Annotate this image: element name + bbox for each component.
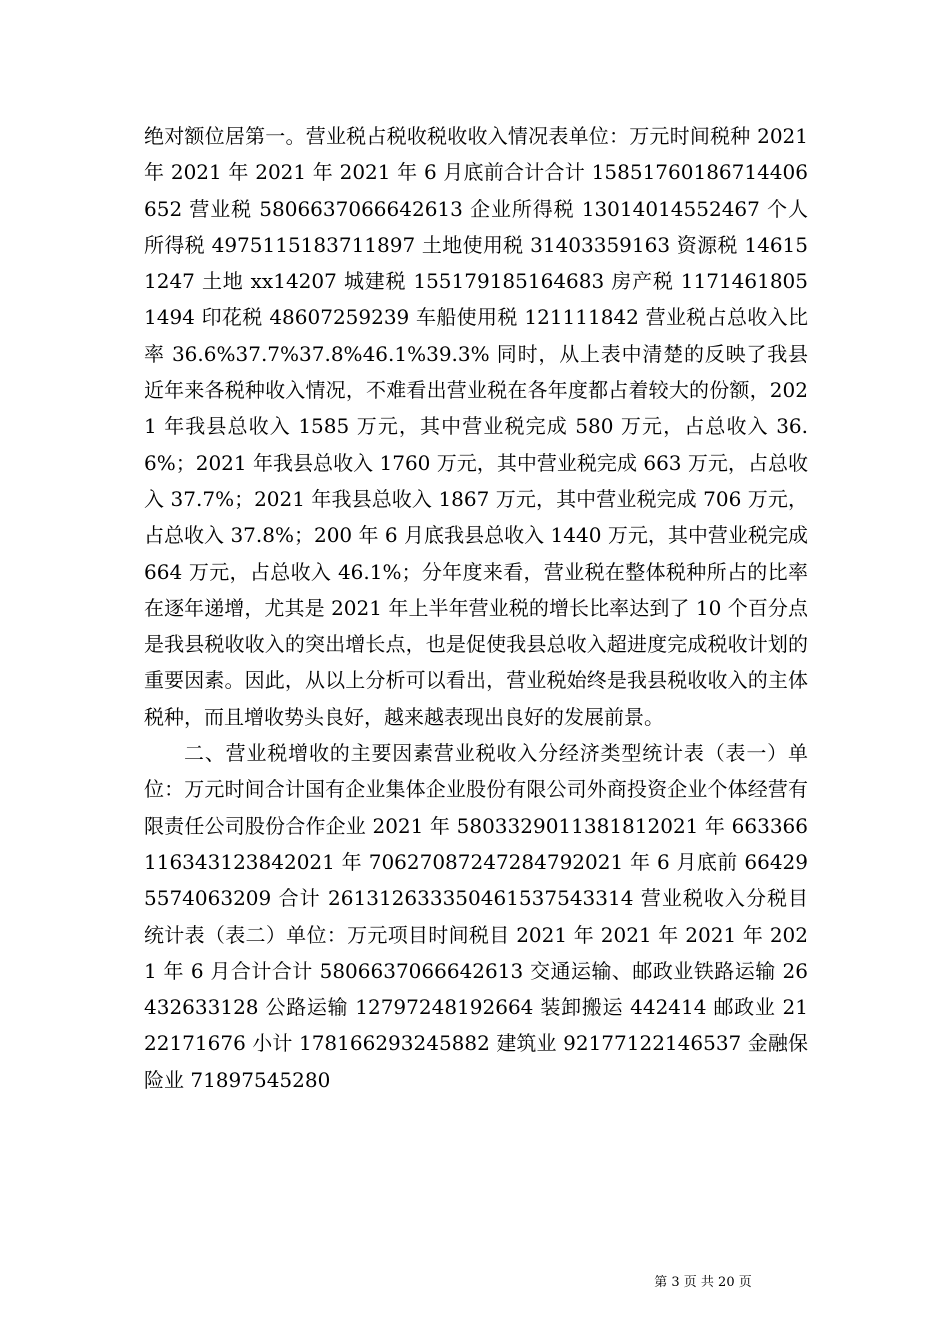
page-footer	[228, 1275, 950, 1291]
document-body	[144, 118, 808, 1098]
page-number-label: 第 3 页 共 20 页	[654, 1275, 752, 1290]
paragraph-tax-revenue-analysis: 绝对额位居第一。营业税占税收税收收入情况表单位：万元时间税种 2021 年 2021 年 2021 年 2021 年 6 月底前合计合计 1585176018671440665​2 营业税 5806637066642613 企业所得税 13014014552467 个人所得税 4975115183711897 土地使用税 31403359163 资源税 146151247 土地 xx14207 城建税 155179185164683 房产税 11714618051494 印花税 48607259239 车船使用税 121111842 营业税占总收入比率 36.6%37.7%37.8%46.1%39.3% 同时，从上表中清楚的反映了我县近年来各税种收入情况，不难看出营业税在各年度都占着较大的份额，2021 年我县总收入 1585 万元，其中营业税完成 580 万元，占总收入 36.6%；2021 年我县总收入 1760 万元，其中营业税完成 663 万元，占总收入 37.7%；2021 年我县总收入 1867 万元，其中营业税完成 706 万元，占总收入 37.8%；200 年 6 月底我县总收入 1440 万元，其中营业税完成 664 万元，占总收入 46.1%；分年度来看，营业税在整体税种所占的比率在逐年递增，尤其是 2021 年上半年营业税的增长比率达到了 10 个百分点是我县税收收入的突出增长点，也是促使我县总收入超进度完成税收计划的重要因素。因此，从以上分析可以看出，营业税始终是我县税收收入的主体税种，而且增收势头良好，越来越表现出良好的发展前景。	[144, 124, 808, 729]
paragraph-business-tax-factors: 二、营业税增收的主要因素营业税收入分经济类型统计表（表一）单位：万元时间合计国有企业集体企业股份有限公司外商投资企业个体经营有限责任公司股份合作企业 2021 年 5803329011381812021 年 6633661163431238420​21 年 7062708724728479202​1 年 6 月底前 664295574063209 合计 26131263335046153754​3314 营业税收入分税目统计表（表二）单位：万元项目时间税目 2021 年 2021 年 2021 年 2021 年 6 月合计合计 5806637066642613 交通运输、邮政业铁路运输 26432633128 公路运输 12797248192664 装卸搬运 442414 邮政业 2122171676 小计 178166293245882 建筑业 92177122146537 金融保险业 71897545280	[144, 741, 808, 1092]
